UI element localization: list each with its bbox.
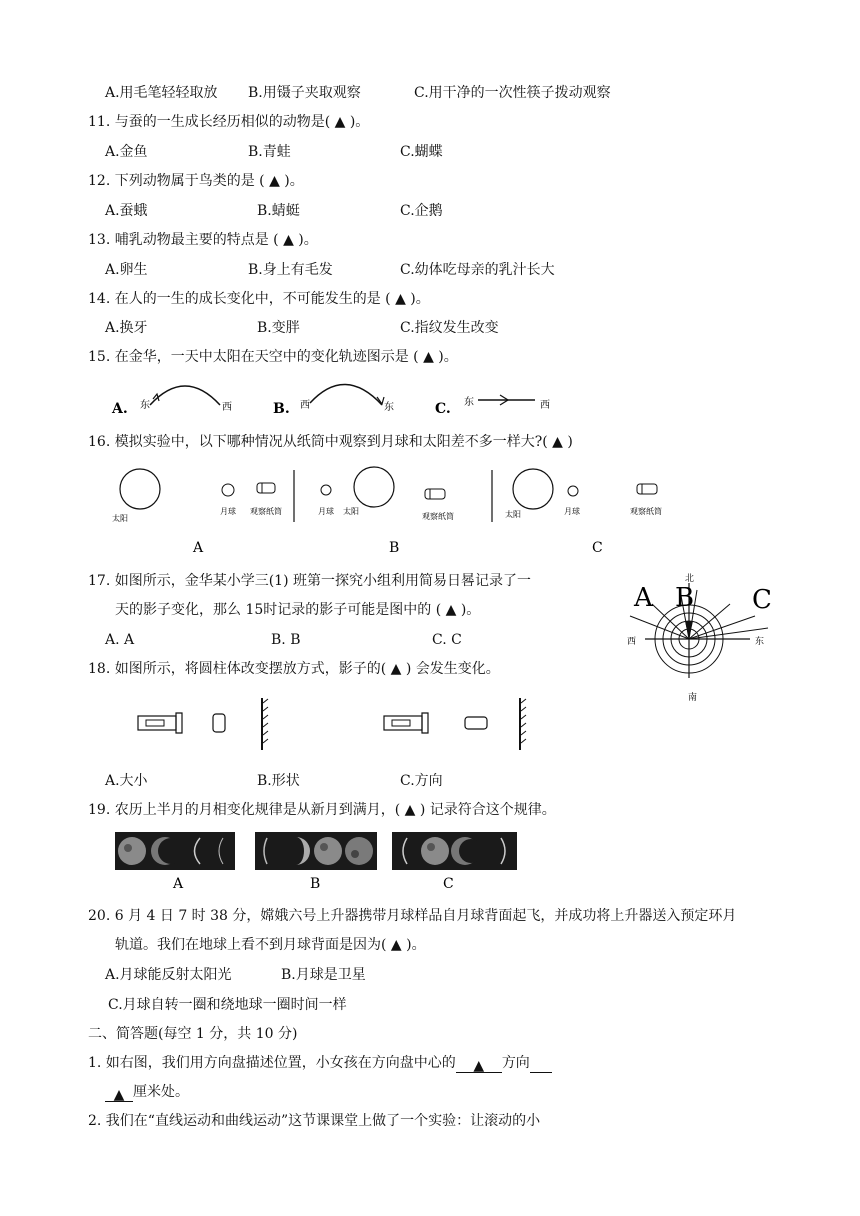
q10-option-a: A.用毛笔轻轻取放	[105, 85, 218, 101]
fig16-b-moon	[321, 485, 331, 495]
section2-q1-blank2-start[interactable]	[530, 1056, 552, 1073]
question-20-line2: 轨道。我们在地球上看不到月球背面是因为( ▲ )。	[115, 937, 426, 953]
question-11: 11. 与蚕的一生成长经历相似的动物是( ▲ )。	[88, 114, 370, 130]
q12-option-c: C.企鹅	[400, 203, 443, 219]
fig15-label-c: C.	[435, 401, 451, 417]
q13-option-c: C.幼体吃母亲的乳汁长大	[400, 262, 555, 278]
question-15: 15. 在金华，一天中太阳在天空中的变化轨迹图示是 ( ▲ )。	[88, 349, 458, 365]
q11-option-b: B.青蛙	[248, 144, 291, 160]
q14-option-b: B.变胖	[257, 320, 300, 336]
question-17-line2: 天的影子变化，那么 15时记录的影子可能是图中的 ( ▲ )。	[115, 602, 481, 618]
q12-option-b: B.蜻蜓	[257, 203, 300, 219]
fig15-b-east: 东	[384, 402, 394, 413]
fig17-east: 东	[755, 637, 765, 647]
answer-mark: ▲	[473, 1058, 485, 1074]
sun-moon-experiment-figure	[100, 462, 680, 557]
fig15-label-b: B.	[273, 401, 290, 417]
fig16-b-moon-label: 月球	[318, 507, 334, 516]
q14-option-a: A.换牙	[105, 320, 148, 336]
question-12: 12. 下列动物属于鸟类的是 ( ▲ )。	[88, 173, 304, 189]
section2-q1-blank2[interactable]	[105, 1085, 133, 1102]
fig17-north: 北	[685, 574, 695, 584]
fig16-c-sun-label: 太阳	[505, 510, 521, 519]
fig16-a-tube-label: 观察纸筒	[250, 507, 282, 516]
section2-q1-blank1[interactable]	[456, 1056, 502, 1073]
fig17-label-c: C	[752, 585, 772, 615]
q17-option-b: B. B	[271, 632, 301, 648]
q20-option-c: C.月球自转一圈和绕地球一圈时间一样	[108, 997, 347, 1013]
q13-option-a: A.卵生	[105, 262, 148, 278]
fig16-b-tube-label: 观察纸筒	[422, 512, 454, 521]
q12-option-a: A.蚕蛾	[105, 203, 148, 219]
section2-q1-line1	[88, 1053, 552, 1073]
fig16-a-moon	[222, 484, 234, 496]
fig19-label-c: C	[443, 876, 454, 892]
fig16-c-tube-label: 观察纸筒	[630, 507, 662, 516]
q10-option-c: C.用干净的一次性筷子拨动观察	[414, 85, 611, 101]
fig15-a-east: 东	[140, 400, 150, 411]
fig16-a-sun-label: 太阳	[112, 514, 128, 523]
sun-path-figure	[100, 375, 570, 420]
question-17-line1: 17. 如图所示，金华某小学三(1) 班第一探究小组利用简易日晷记录了一	[88, 573, 531, 589]
fig16-b-sun-label: 太阳	[343, 507, 359, 516]
q10-option-b: B.用镊子夹取观察	[248, 85, 361, 101]
fig16-c-moon	[568, 486, 578, 496]
question-16: 16. 模拟实验中，以下哪种情况从纸筒中观察到月球和太阳差不多一样大?( ▲ )	[88, 434, 573, 450]
fig17-shadow-1	[630, 616, 689, 639]
fig17-label-b: B	[675, 583, 695, 613]
sundial-figure	[600, 566, 790, 706]
fig16-b-sun	[354, 467, 394, 507]
q11-option-a: A.金鱼	[105, 144, 148, 160]
fig16-label-b: B	[389, 540, 400, 556]
fig15-a-west: 西	[222, 402, 232, 413]
fig17-label-a: A	[634, 583, 653, 613]
section2-q1-text: 1. 如右图，我们用方向盘描述位置，小女孩在方向盘中心的	[88, 1055, 456, 1071]
moon-phase-figure	[115, 832, 525, 892]
q11-option-c: C.蝴蝶	[400, 144, 443, 160]
question-18: 18. 如图所示，将圆柱体改变摆放方式，影子的( ▲ ) 会发生变化。	[88, 661, 500, 677]
fig16-label-a: A	[193, 540, 204, 556]
fig16-label-c: C	[592, 540, 603, 556]
fig16-a-moon-label: 月球	[220, 507, 236, 516]
answer-mark: ▲	[113, 1087, 125, 1103]
fig15-a-arc	[150, 386, 220, 405]
q14-option-c: C.指纹发生改变	[400, 320, 499, 336]
fig15-c-east: 东	[464, 397, 474, 408]
fig15-b-arc	[310, 384, 382, 405]
fig15-c-west: 西	[540, 400, 550, 411]
q18-option-b: B.形状	[257, 773, 300, 789]
question-20-line1: 20. 6 月 4 日 7 时 38 分，嫦娥六号上升器携带月球样品自月球背面起飞，并成功将上升器送入预定环月	[88, 908, 737, 924]
fig16-c-sun	[513, 469, 553, 509]
fig16-a-sun	[120, 469, 160, 509]
question-13: 13. 哺乳动物最主要的特点是 ( ▲ )。	[88, 232, 318, 248]
fig18-right-flashlight	[384, 716, 422, 730]
fig16-c-moon-label: 月球	[564, 507, 580, 516]
question-14: 14. 在人的一生的成长变化中，不可能发生的是 ( ▲ )。	[88, 291, 430, 307]
fig17-south: 南	[688, 693, 698, 703]
section2-q1-line2	[105, 1082, 189, 1102]
fig16-c-tube	[637, 484, 657, 494]
section-2-heading: 二、简答题(每空 1 分，共 10 分)	[88, 1026, 298, 1042]
fig19-label-b: B	[310, 876, 321, 892]
section2-q1-unit: 厘米处。	[133, 1084, 189, 1100]
q18-option-a: A.大小	[105, 773, 148, 789]
cylinder-shadow-figure	[130, 695, 550, 755]
question-19: 19. 农历上半月的月相变化规律是从新月到满月，( ▲ ) 记录符合这个规律。	[88, 802, 556, 818]
fig18-right-cylinder	[465, 717, 487, 729]
fig15-label-a: A.	[112, 401, 128, 417]
fig17-west: 西	[627, 637, 637, 647]
q20-option-b: B.月球是卫星	[281, 967, 366, 983]
q20-option-a: A.月球能反射太阳光	[105, 967, 232, 983]
fig19-label-a: A	[173, 876, 184, 892]
q17-option-a: A. A	[105, 632, 135, 648]
section2-q1-direction: 方向	[501, 1055, 530, 1071]
fig18-left-cylinder	[213, 714, 225, 732]
fig15-b-west: 西	[300, 400, 310, 411]
q17-option-c: C. C	[432, 632, 462, 648]
fig18-left-flashlight	[138, 716, 176, 730]
q13-option-b: B.身上有毛发	[248, 262, 333, 278]
section2-q2: 2. 我们在“直线运动和曲线运动”这节课课堂上做了一个实验：让滚动的小	[88, 1113, 541, 1129]
fig16-b-tube	[425, 489, 445, 499]
q18-option-c: C.方向	[400, 773, 443, 789]
fig16-a-tube	[257, 483, 275, 493]
